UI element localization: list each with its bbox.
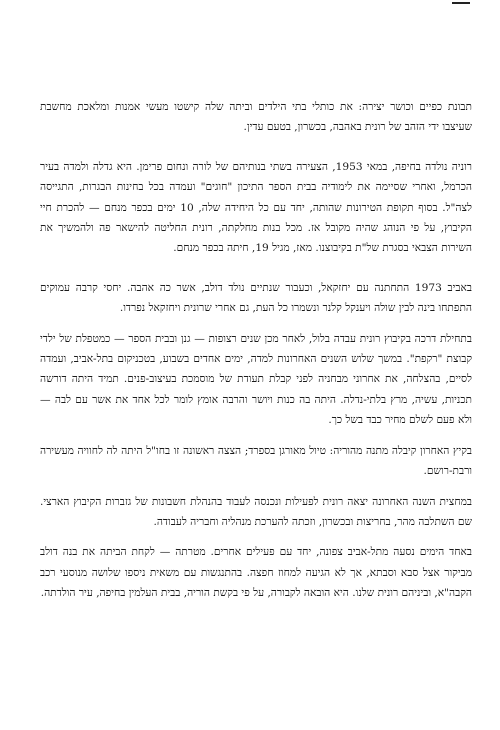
paragraph-craft: תבונת כפיים וכושר יצירה: את כותלי בתי הילדים וביתה שלה קישטו מעשי אמנות ומלאכת מחשבת שעיצבו ידי הזהב של רונית באהבה, בכשרון, בטעם עדין. [40,101,472,134]
paragraph-accident: באחד הימים נסעה מתל-אביב צפונה, יחד עם פעילים אחרים. מטרתה — לקחת הביתה את בנה דולב מביקור אצל סבא וסבתא, אך לא הגיעה למחוז חפצה. בהתנגשות עם משאית ניספו שלושה מנוסעי רכב הקבה"א, וביניהם רונית שלנו. היא הובאה לקבורה, על פי בקשת הוריה, בבית העלמין בחיפה, עיר הולדתה. [40,546,472,600]
top-edge-mark [452,2,470,4]
paragraph-accounting: במחצית השנה האחרונה יצאה רונית לפעילות ונכנסה לעבוד בהנהלת חשבונות של גזברות הקיבוץ הארצי. שם השתלבה מהר, בחריצות ובכשרון, וזכתה להערכת מנהליה וחבריה לעבודה. [40,495,472,528]
paragraph-birth: רוניה נולדה בחיפה, במאי 1953, הצעירה בשתי בנותיהם של לורה ונחום פרימן. היא גדלה ולמדה בעיר הכרמל, ואחרי שסיימה את לימודיה בבית הספר התיכון "חוגים" ועמדה בכל בחינות הבגרות, התגייסה לצה"ל. בסוף תקופת הטירונות שהותה, יחד עם כל היחידה שלה, 10 ימים בכפר מנחם — להכרת חיי הקיבוץ, על פי הנוהג שהיה מקובל אז. מכל בנות מחלקתה, רונית החליטה להישאר פה ולהמשיך את השירות הצבאי בסגרת של"ת בקיבוצנו. מאז, מגיל 19, חיתה בכפר מנחם. [40,160,472,255]
memorial-text-page [40,97,472,623]
paragraph-marriage: באביב 1973 התחתנה עם יחזקאל, וכעבור שנתיים נולד דולב, אשר כה אהבה. יחסי קרבה עמוקים התפתחו בינה לבין שולה ויענקל קלנר ונשמרו כל העת, גם אחרי שרונית ויחזקאל נפרדו. [40,281,472,315]
paragraph-work: בתחילת דרכה בקיבוץ רונית עבדה בלול, לאחר מכן שנים רצופות — גנן ובבית הספר — כמטפלת של ילדי קבוצת "רקפת". במשך שלוש השנים האחרונות למדה, ימים אחדים בשבוע, בטכניקום בתל-אביב, ועמדה לסיים, בהצלחה, את אחרוני מבחניה לפני קבלת תעודת של מוסמכת בעיצוב-פנים. תמיד היתה דורשה תכניות, עשיה, מרץ בלתי-נדלה. היתה בה כנות ויושר והרבה אומץ לומר לכל אחד את אשר עם לבה — ולא פעם לשלם מחיר כבד בשל כך. [40,332,472,427]
paragraph-trip: בקיץ האחרון קיבלה מתנה מהוריה: טיול מאורגן בספרד; הצצה ראשונה זו בחו"ל היתה לה לחוויה מעשירה ורבת-רושם. [40,444,472,478]
